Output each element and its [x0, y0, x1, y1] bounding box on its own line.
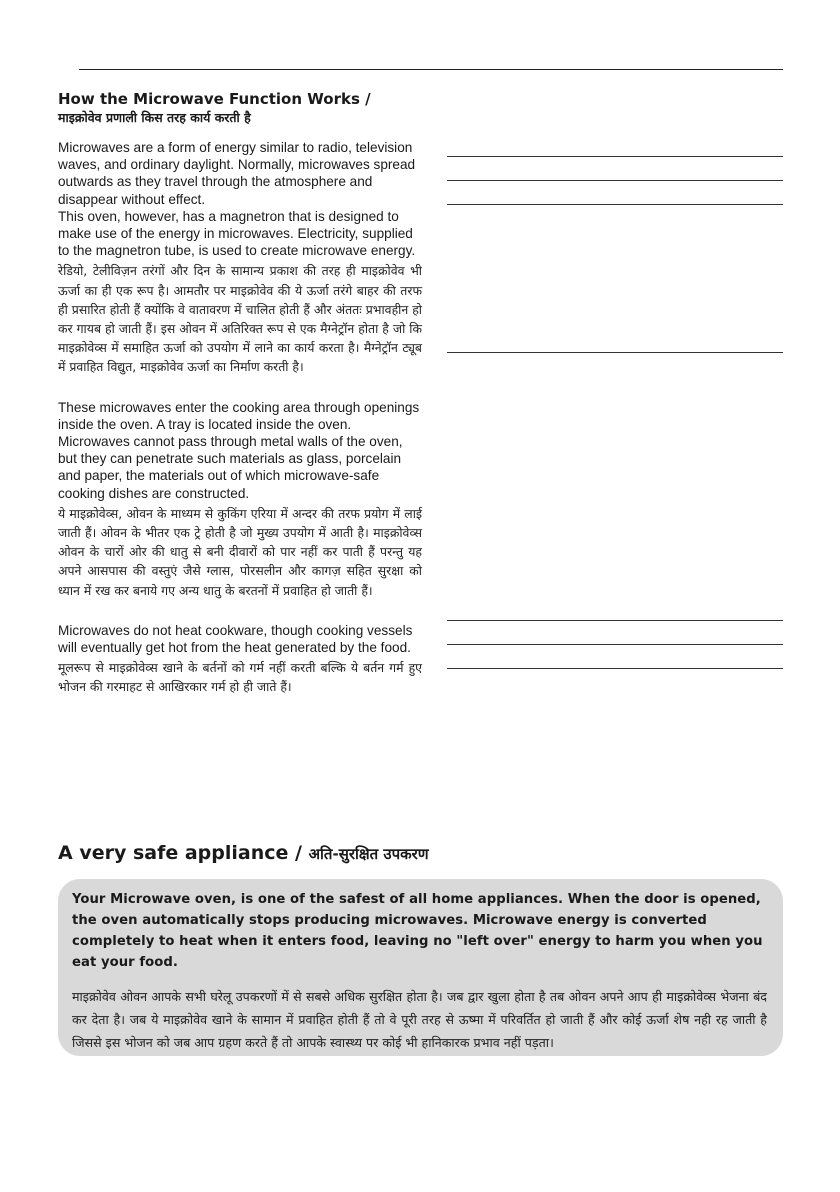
note-line: [447, 180, 783, 181]
paragraph-english-3: Microwaves do not heat cookware, though cooking vessels will eventually get hot from the heat generated by the food.: [58, 622, 413, 656]
note-line: [447, 644, 783, 645]
function-section: [58, 90, 422, 697]
note-line: [447, 620, 783, 621]
paragraph-hindi-3: मूलरूप से माइक्रोवेव्स खाने के बर्तनों को गर्म नहीं करती बल्कि ये बर्तन गर्म हुए भोजन की गरमाहट से आखिरकार गर्म हो ही जाते हैं।: [58, 660, 422, 695]
safety-title-english: A very safe appliance /: [58, 842, 309, 864]
paragraph-block-2: [58, 399, 422, 600]
safety-info-box: [58, 879, 783, 1056]
paragraph-block-3: [58, 622, 422, 697]
note-line: [447, 668, 783, 669]
safety-section-title: [58, 842, 429, 864]
paragraph-hindi-2: ये माइक्रोवेव्स, ओवन के माध्यम से कुकिंग एरिया में अन्दर की तरफ प्रयोग में लाई जाती हैं। ओवन के भीतर एक ट्रे होती है जो मुख्य उपयोग में आती है। माइक्रोवेव्स ओवन के चारों ओर की धातु से बनी दीवारों को पार नहीं कर पाती हैं परन्तु यह अपने आसपास की वस्तुएं जैसे ग्लास, पोरसलीन और कागज़ सहित सुरक्षा को ध्यान में रख कर बनाये गए अन्य धातु के बरतनों में प्रवाहित हो जाती हैं।: [58, 505, 422, 598]
safety-text-hindi: माइक्रोवेव ओवन आपके सभी घरेलू उपकरणों में से सबसे अधिक सुरक्षित होता है। जब द्वार खुला होता है तब ओवन अपने आप ही माइक्रोवेव्स भेजना बंद कर देता है। जब ये माइक्रोवेव खाने के सामान में प्रवाहित होती हैं तो वे पूरी तरह से ऊष्मा में परिवर्तित हो जाती हैं और कोई ऊर्जा शेष नही रह जाती है जिससे इस भोजन को जब आप ग्रहण करते हैं तो आपके स्वास्थ्य पर कोई भी हानिकारक प्रभाव नहीं पड़ता।: [72, 989, 767, 1050]
safety-text-english: Your Microwave oven, is one of the safest of all home appliances. When the door is opened, the oven automatically stops producing microwaves. Microwave energy is converted completely to heat when it enters food, leaving no "left over" energy to harm you when you eat your food.: [72, 892, 763, 970]
note-line: [447, 204, 783, 205]
paragraph-english-1: Microwaves are a form of energy similar to radio, television waves, and ordinary daylight. Normally, microwaves spread outwards as they travel through the atmosphere and disappear without effect. This oven, however, has a magnetron that is designed to make use of the energy in microwaves. Electricity, supplied to the magnetron tube, is used to create microwave energy.: [58, 140, 416, 259]
paragraph-english-2: These microwaves enter the cooking area through openings inside the oven. A tray is located inside the oven. Microwaves cannot pass through metal walls of the oven, but they can penetrate such materials as glass, porcelain and paper, the materials out of which microwave-safe cooking dishes are constructed.: [58, 399, 420, 501]
header-rule: [79, 69, 783, 70]
note-line: [447, 156, 783, 157]
paragraph-hindi-1: रेडियो, टेलीविज़न तरंगों और दिन के सामान्य प्रकाश की तरह ही माइक्रोवेव भी ऊर्जा का ही एक रूप है। आमतौर पर माइक्रोवेव की ये ऊर्जा तरंगे बाहर की तरफ ही प्रसारित होती हैं क्योंकि वे वातावरण में चालित होती हैं और अंततः प्रभावहीन हो कर गायब हो जाती हैं। इस ओवन में अतिरिक्त रूप से एक मैग्नेट्रॉन होता है जो कि माइक्रोवेव्स में समाहित ऊर्जा को उपयोग में लाने का कार्य करता है। मैग्नेट्रॉन ट्यूब में प्रवाहित विद्युत, माइक्रोवेव ऊर्जा का निर्माण करती है।: [58, 263, 422, 375]
section-title-hindi: माइक्रोवेव प्रणाली किस तरह कार्य करती है: [58, 110, 251, 125]
safety-title-hindi: अति-सुरक्षित उपकरण: [308, 845, 429, 863]
section-title-english: How the Microwave Function Works /: [58, 90, 371, 108]
paragraph-block-1: [58, 139, 422, 377]
note-line: [447, 352, 783, 353]
